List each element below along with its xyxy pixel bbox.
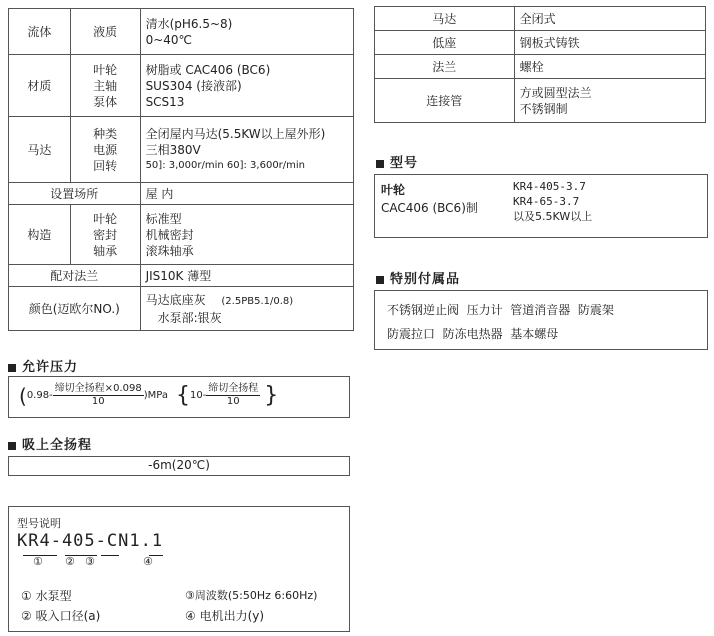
motor-sub	[70, 117, 140, 183]
fraction-1-denominator: 10	[91, 396, 105, 407]
color-value-2: 水泵部:银灰	[157, 310, 222, 325]
structure-sub-2: 密封	[93, 227, 118, 242]
material-label: 材质	[9, 55, 71, 117]
structure-value-2: 机械密封	[145, 227, 194, 242]
model-code: KR4-405-CN1.1	[17, 531, 164, 551]
fraction-2-denominator: 10	[226, 396, 240, 407]
rt-label-flange: 法兰	[375, 55, 515, 79]
material-sub-3: 泵体	[93, 94, 118, 109]
motor-sub-3: 回转	[93, 158, 118, 173]
model-title: 型号	[390, 156, 419, 171]
color-values	[140, 287, 353, 331]
material-value-2: SUS304 (接液部)	[145, 78, 242, 93]
rt-value-pipe: 方或圆型法兰 不锈钢制	[514, 79, 705, 123]
pressure-fraction-2	[206, 383, 260, 408]
rt-label-motor: 马达	[375, 7, 515, 31]
model-value-3: 以及5.5KW以上	[513, 210, 593, 223]
material-sub-1: 叶轮	[93, 62, 118, 77]
model-values	[513, 179, 592, 224]
suction-title: 吸上全扬程	[22, 438, 93, 453]
marker-4: ④	[143, 555, 153, 568]
marker-1: ①	[33, 555, 43, 568]
model-heading	[376, 152, 418, 171]
motor-sub-1: 种类	[93, 126, 118, 141]
structure-sub	[70, 205, 140, 265]
suction-box	[8, 456, 350, 476]
color-value-1-code: (2.5PB5.1/0.8)	[221, 295, 294, 307]
accessories-line-1: 不锈钢逆止阀 压力计 管道消音器 防震架	[387, 303, 614, 317]
install-value: 屋 内	[140, 183, 353, 205]
motor-value-2: 三相380V	[145, 142, 201, 157]
fraction-2-numerator: 缔切全扬程	[208, 383, 259, 394]
structure-values	[140, 205, 353, 265]
rt-value-base: 钢板式铸铁	[514, 31, 705, 55]
color-value-1	[146, 292, 348, 310]
accessories-box	[374, 290, 708, 350]
liquid-value-1: 清水(pH6.5~8)	[145, 16, 233, 31]
model-explain-title: 型号说明	[17, 517, 61, 530]
structure-sub-3: 轴承	[93, 243, 118, 258]
spec-table	[8, 8, 354, 331]
model-explain-box	[8, 506, 350, 632]
motor-label: 马达	[9, 117, 71, 183]
pressure-lead: 0.98-	[26, 390, 53, 401]
suction-heading	[8, 434, 92, 453]
liquid-value	[140, 9, 353, 55]
explain-item-1: ① 水泵型	[21, 589, 72, 603]
material-sub	[70, 55, 140, 117]
flange-label: 配对法兰	[9, 265, 141, 287]
material-values	[140, 55, 353, 117]
explain-item-2: ② 吸入口径(a)	[21, 609, 101, 623]
rt-value-motor: 全闭式	[514, 7, 705, 31]
explain-item-3: ③周波数(5:50Hz 6:60Hz)	[185, 589, 318, 602]
model-value-1: KR4-405-3.7	[513, 180, 586, 193]
rt-value-flange: 螺栓	[514, 55, 705, 79]
accessories-heading	[376, 268, 460, 287]
structure-label: 构造	[9, 205, 71, 265]
model-label-2: CAC406 (BC6)制	[381, 201, 478, 215]
material-value-3: SCS13	[145, 94, 185, 109]
rt-label-base: 低座	[375, 31, 515, 55]
structure-sub-1: 叶轮	[93, 211, 118, 226]
material-sub-2: 主轴	[93, 78, 118, 93]
brace-close: }	[264, 383, 279, 408]
accessories-title: 特别付属品	[390, 272, 461, 287]
square-bullet-icon	[8, 442, 16, 450]
marker-2: ②	[65, 555, 75, 568]
rt-label-pipe: 连接管	[375, 79, 515, 123]
pressure-fraction-1	[53, 383, 144, 408]
pressure-heading	[8, 356, 78, 375]
square-bullet-icon	[376, 276, 384, 284]
model-label-1: 叶轮	[381, 183, 406, 197]
model-box	[374, 174, 708, 238]
color-value-1-text: 马达底座灰	[145, 292, 206, 307]
motor-base-table	[374, 6, 706, 123]
pressure-unit: )MPa	[143, 390, 168, 401]
code-underline-3	[101, 555, 119, 556]
flange-value: JIS10K 薄型	[140, 265, 353, 287]
square-bullet-icon	[376, 160, 384, 168]
liquid-label: 液质	[70, 9, 140, 55]
structure-value-1: 标准型	[145, 211, 182, 226]
pressure-box	[8, 376, 350, 418]
brace-open: {	[175, 383, 190, 408]
motor-values	[140, 117, 353, 183]
liquid-value-2: 0~40℃	[145, 32, 192, 47]
color-label: 颜色(迈欧尔NO.)	[9, 287, 141, 331]
fluid-label: 流体	[9, 9, 71, 55]
accessories-line-2: 防震拉口 防冻电热器 基本螺母	[387, 327, 559, 341]
square-bullet-icon	[8, 364, 16, 372]
motor-value-3: 50]: 3,000r/min 60]: 3,600r/min	[145, 159, 306, 171]
fraction-1-numerator: 缔切全扬程×0.098	[54, 383, 142, 394]
structure-value-3: 滚珠轴承	[145, 243, 194, 258]
suction-value: -6m(20℃)	[148, 458, 210, 472]
pressure-formula	[19, 383, 278, 408]
pressure-title: 允许压力	[22, 360, 79, 375]
marker-3: ③	[85, 555, 95, 568]
motor-sub-2: 电源	[93, 142, 118, 157]
model-value-2: KR4-65-3.7	[513, 195, 580, 208]
pressure-lead-2: 10-	[189, 390, 207, 401]
paren-open: (	[19, 383, 27, 408]
material-value-1: 树脂或 CAC406 (BC6)	[145, 62, 271, 77]
install-label: 设置场所	[9, 183, 141, 205]
motor-value-1: 全闭屋内马达(5.5KW以上屋外形)	[145, 126, 326, 141]
explain-item-4: ④ 电机出力(y)	[185, 609, 265, 623]
